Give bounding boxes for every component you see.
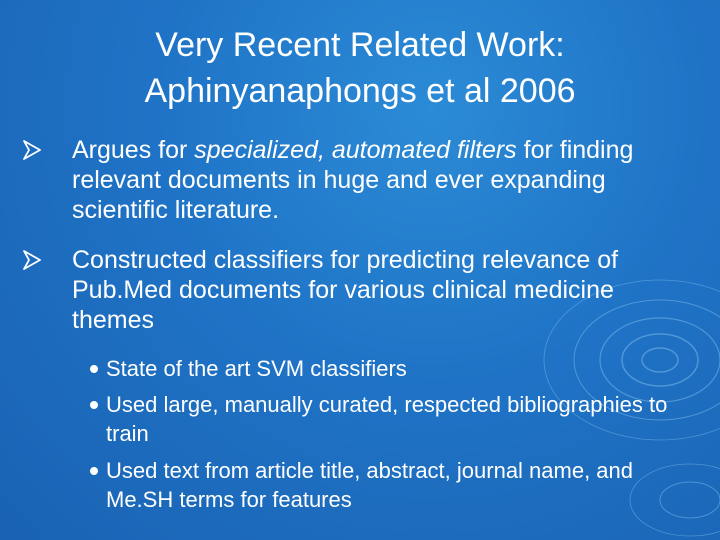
slide-title-line-1: Very Recent Related Work: xyxy=(155,26,565,64)
sub-bullet-item xyxy=(90,354,690,383)
bullet-emphasis: specialized, automated filters xyxy=(194,136,517,164)
round-dot-bullet-icon xyxy=(90,365,98,373)
slide-title-line-2: Aphinyanaphongs et al 2006 xyxy=(144,72,576,110)
bullet-item xyxy=(22,135,702,225)
sub-bullet-text: Used large, manually curated, respected bibliographies to train xyxy=(106,392,668,446)
sub-bullet-item xyxy=(90,390,690,448)
arrow-bullet-icon xyxy=(22,140,42,160)
sub-bullet-item xyxy=(90,456,690,514)
arrow-bullet-icon xyxy=(22,250,42,270)
bullet-text: Constructed classifiers for predicting relevance of Pub.Med documents for various clinical medicine themes xyxy=(72,246,619,334)
bullet-text: Argues for specialized, automated filters for finding relevant documents in huge and ever expanding scientific literature. xyxy=(72,136,634,224)
round-dot-bullet-icon xyxy=(90,467,98,475)
sub-bullet-text: State of the art SVM classifiers xyxy=(106,356,407,381)
bullet-item xyxy=(22,245,702,335)
sub-bullet-text: Used text from article title, abstract, journal name, and Me.SH terms for features xyxy=(106,458,634,512)
round-dot-bullet-icon xyxy=(90,401,98,409)
slide-title xyxy=(40,22,680,114)
